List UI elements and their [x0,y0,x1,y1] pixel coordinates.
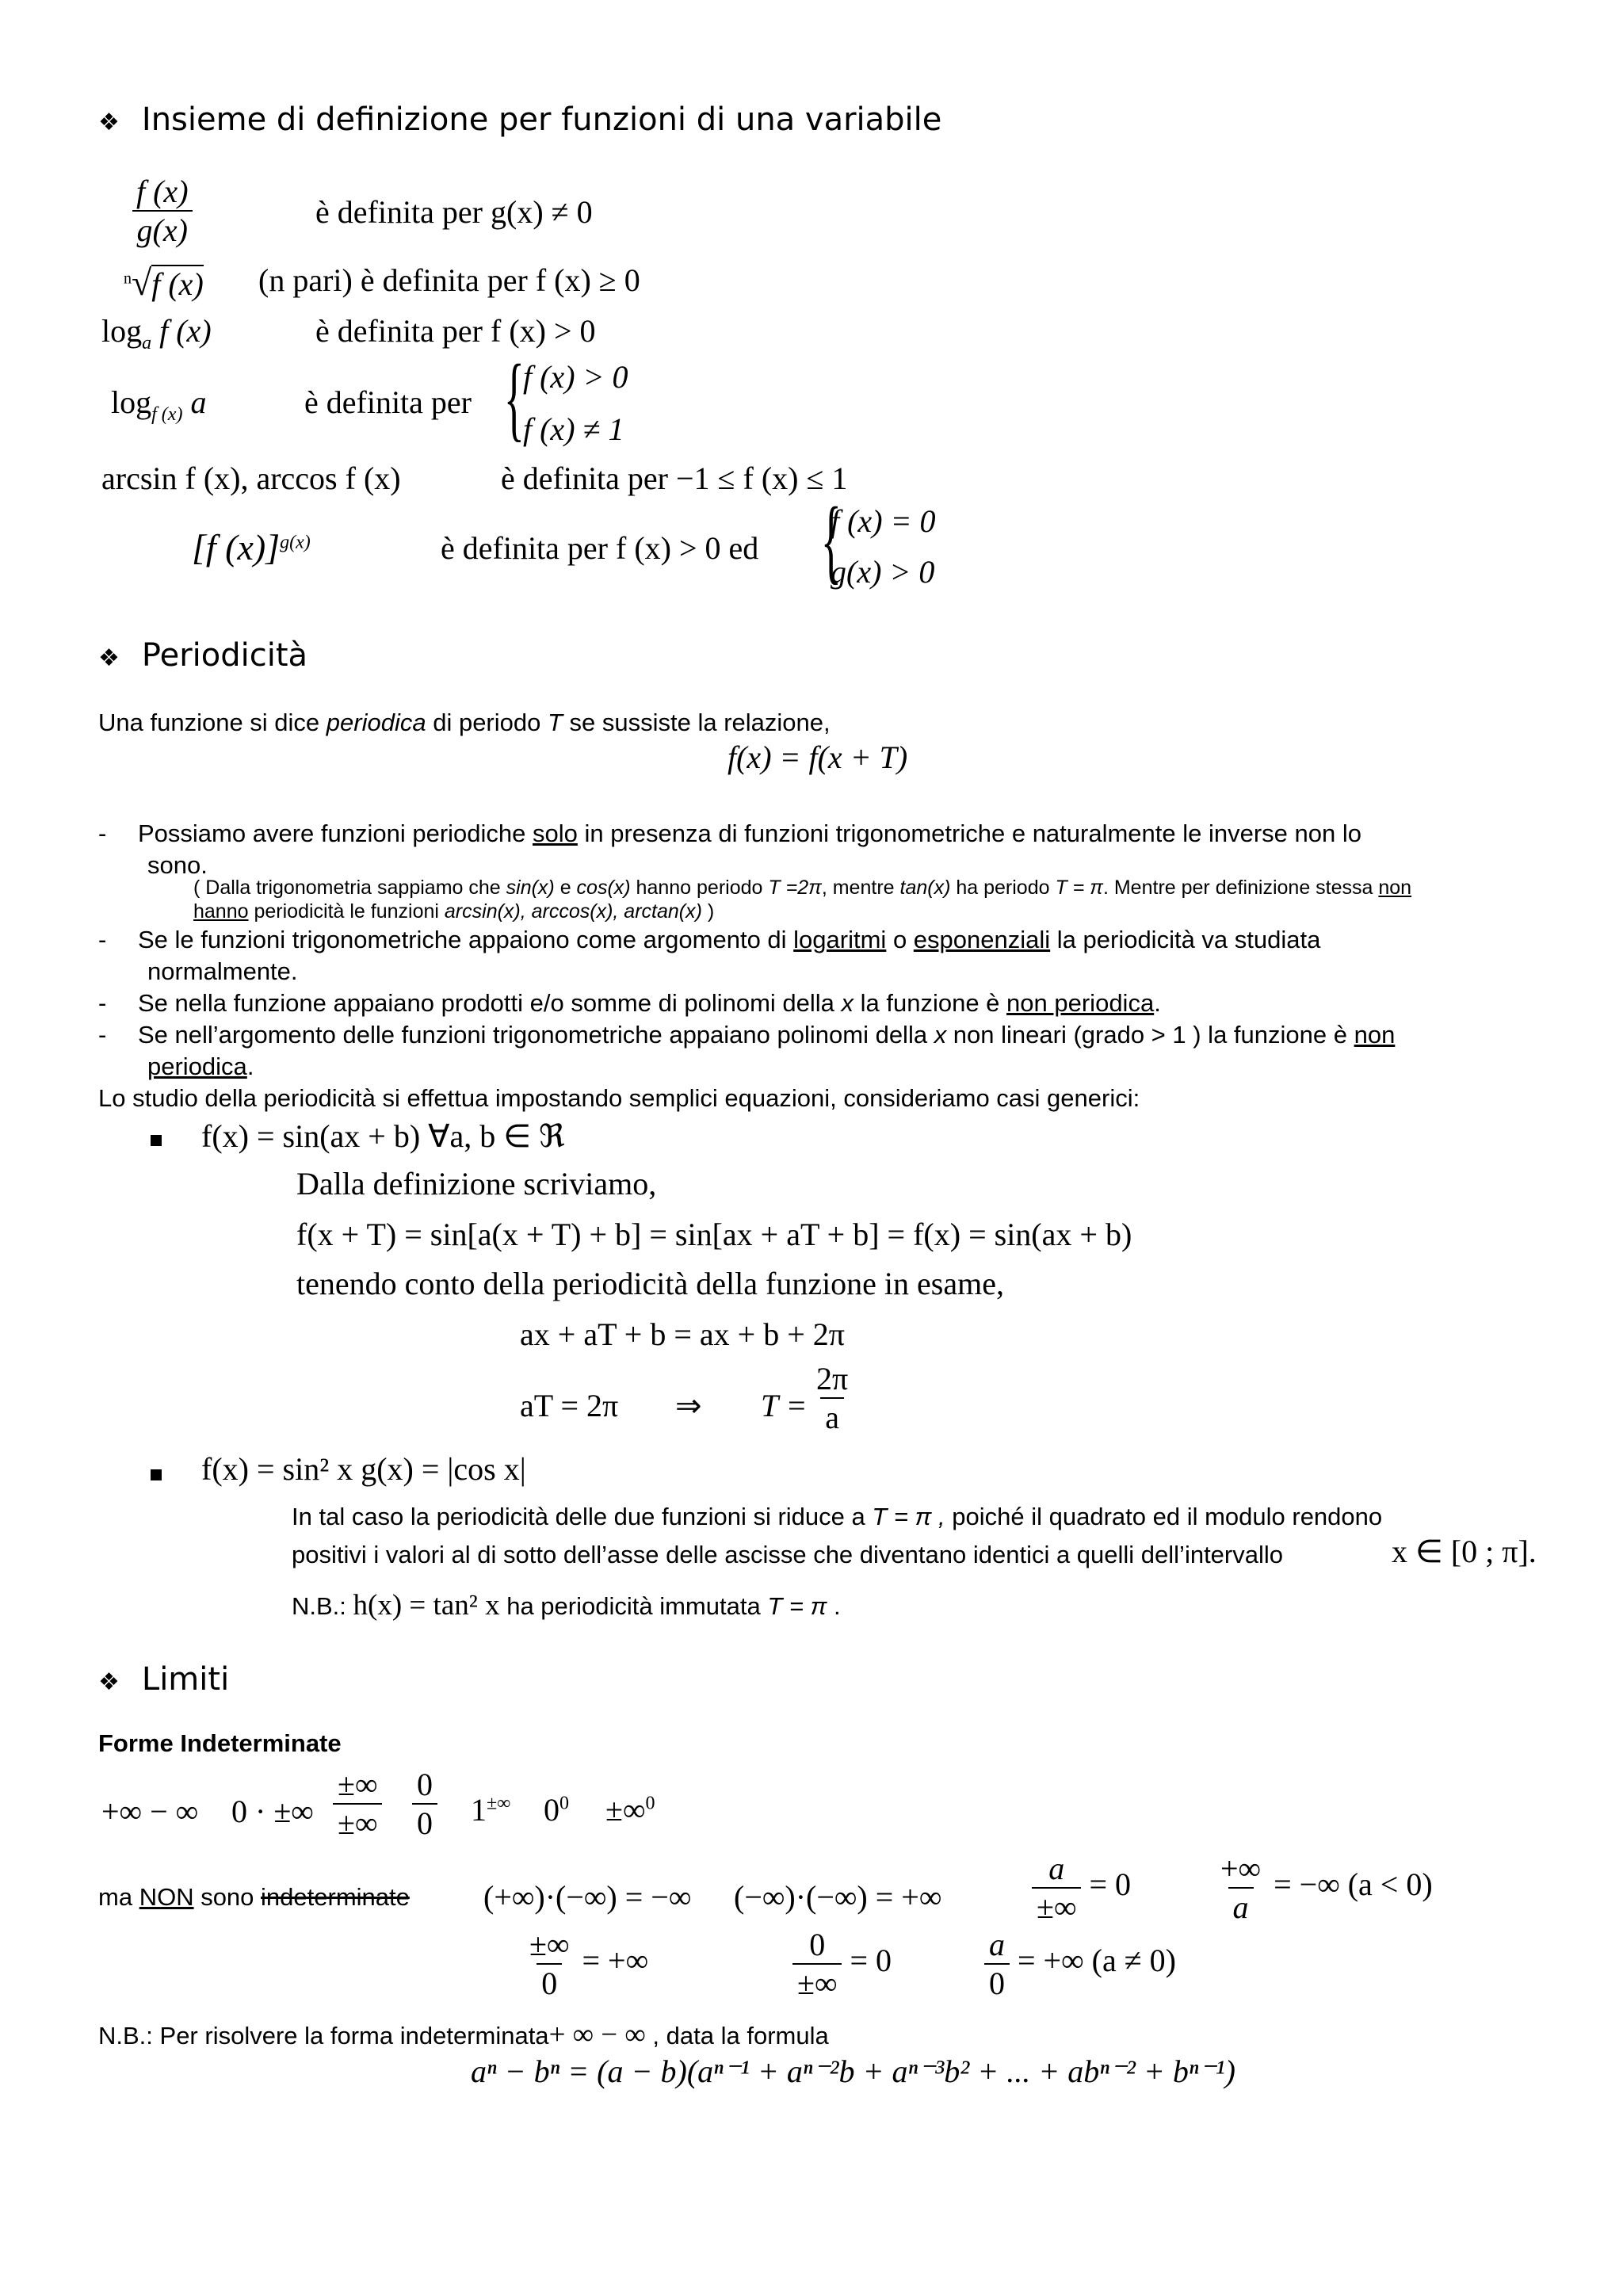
form-zero-over-zero: $\frac{0}{0}$ [412,1766,437,1842]
def-power-text: è definita per f (x) > 0 ed [441,530,759,566]
example-1-line4: ax + aT + b = ax + b + 2π [520,1316,845,1352]
limits-nb: N.B.: Per risolvere la forma indeterminata+ ∞ − ∞ , data la formula [98,2019,829,2051]
example-2-nb: N.B.: h(x) = tan² x ha periodicità immutata T = π . [292,1589,841,1622]
def-root: $^n$√f (x) [124,262,204,303]
def-arc-text: è definita per −1 ≤ f (x) ≤ 1 [501,460,848,496]
example-1-line5c: T = [761,1388,808,1423]
diamond-bullet-icon: ❖ [98,1668,120,1696]
section-title-limits: ❖ Limiti [98,1661,230,1698]
def-fraction-text: è definita per g(x) ≠ 0 [315,194,593,230]
def-power-cond2: g(x) > 0 [831,554,935,590]
def-log-base-brace: { [503,345,525,450]
form-zero-pow-zero: $0^0$ [544,1792,569,1828]
def-power: [f (x)]$^{g(x)}$ [192,527,311,567]
periodic-bullet-1-cont: sono. [147,851,208,879]
diamond-bullet-icon: ❖ [98,109,120,136]
periodic-study-text: Lo studio della periodicità si effettua impostando semplici equazioni, consideriamo casi generici: [98,1084,1140,1112]
implies-arrow: ⇒ [675,1388,702,1423]
example-1-function: f(x) = sin(ax + b) ∀a, b ∈ ℜ [201,1118,565,1154]
periodic-note-line1: ( Dalla trigonometria sappiamo che sin(x) e cos(x) hanno periodo T =2π, mentre tan(x) ha periodo T = π. Mentre per definizione stessa non [193,877,1412,899]
periodic-relation: f(x) = f(x + T) [727,739,908,775]
def-log-text: è definita per f (x) > 0 [315,313,596,349]
rule-a-over-zero: $\frac{a}{0}$ = +∞ (a ≠ 0) [984,1926,1176,2002]
form-inf-minus-inf: +∞ − ∞ [101,1794,199,1829]
def-log-base-text: è definita per [304,384,472,420]
rule-zero-over-inf: $\frac{0}{\pm\infty}$ = 0 [792,1926,892,2002]
def-power-brace: { [820,487,842,593]
example-1-line2: f(x + T) = sin[a(x + T) + b] = sin[ax + aT + b] = f(x) = sin(ax + b) [296,1217,1132,1252]
periodic-note-line2: hanno periodicità le funzioni arcsin(x), arccos(x), arctan(x) ) [193,900,715,923]
def-fraction: $\frac{f (x)}{g(x)}$ [132,173,193,249]
difference-of-powers-formula: aⁿ − bⁿ = (a − b)(aⁿ⁻¹ + aⁿ⁻²b + aⁿ⁻³b² + ... + abⁿ⁻² + bⁿ⁻¹) [471,2053,1235,2089]
indeterminate-forms-title: Forme Indeterminate [98,1729,342,1757]
periodic-bullet-1: - Possiamo avere funzioni periodiche solo in presenza di funzioni trigonometriche e naturalmente le inverse non lo [98,819,1361,847]
periodic-bullet-3: - Se nella funzione appaiano prodotti e/o somme di polinomi della x la funzione è non periodica. [98,989,1161,1017]
example-2-interval: x ∈ [0 ; π]. [1392,1534,1537,1569]
rule-inf-over-zero: $\frac{\pm\infty}{0}$ = +∞ [529,1927,649,2001]
rule-minus-times-minus: (−∞)·(−∞) = +∞ [734,1879,942,1915]
def-arc: arcsin f (x), arccos f (x) [101,460,401,496]
example-2-function: f(x) = sin² x g(x) = |cos x| [201,1451,526,1487]
square-bullet-icon [151,1469,162,1484]
example-2-text1: In tal caso la periodicità delle due funzioni si riduce a T = π , poiché il quadrato ed il modulo rendono [292,1503,1383,1530]
periodic-bullet-4-cont: periodica. [147,1052,254,1080]
example-1-fraction: $\frac{2\pi}{a}$ [816,1361,849,1435]
rule-plus-times-minus: (+∞)·(−∞) = −∞ [483,1879,692,1915]
example-1-line3: tenendo conto della periodicità della funzione in esame, [296,1266,1004,1301]
periodic-bullet-2: - Se le funzioni trigonometriche appaiono come argomento di logaritmi o esponenziali la periodicità va studiata [98,926,1321,953]
def-power-cond1: f (x) = 0 [831,503,936,539]
def-log: $\log_a f$ (x) [101,313,212,353]
square-bullet-icon [151,1135,162,1150]
def-root-text: (n pari) è definita per f (x) ≥ 0 [258,262,640,298]
def-log-base-cond2: f (x) ≠ 1 [523,411,624,447]
def-log-base: $\log_{f (x)} a$ [111,384,207,425]
rule-a-over-inf: $\frac{a}{\pm\infty}$ = 0 [1032,1850,1131,1926]
def-log-base-cond1: f (x) > 0 [523,359,628,395]
example-1-line5a: aT = 2π [520,1388,619,1423]
diamond-bullet-icon: ❖ [98,644,120,672]
periodic-intro: Una funzione si dice periodica di periodo T se sussiste la relazione, [98,709,831,736]
periodic-bullet-4: - Se nell’argomento delle funzioni trigonometriche appaiano polinomi della x non lineari (grado > 1 ) la funzione è non [98,1021,1396,1049]
example-2-text2: positivi i valori al di sotto dell’asse delle ascisse che diventano identici a quelli dell’intervallo [292,1541,1284,1568]
periodic-bullet-2-cont: normalmente. [147,957,298,985]
rule-inf-over-a: $\frac{+\infty}{a}$ = −∞ (a < 0) [1220,1851,1433,1925]
form-inf-pow-zero: ±∞$^0$ [605,1792,655,1828]
section-title-definition: ❖ Insieme di definizione per funzioni di una variabile [98,101,942,138]
form-zero-times-inf: 0 · ±∞ [231,1794,314,1829]
section-title-periodicity: ❖ Periodicità [98,637,308,674]
form-inf-over-inf: $\frac{\pm\infty}{\pm\infty}$ [333,1766,382,1842]
non-indeterminate-label: ma NON sono indeterminate [98,1883,410,1911]
form-one-pow-inf: 1±∞ [471,1792,511,1828]
example-1-line1: Dalla definizione scriviamo, [296,1166,657,1201]
